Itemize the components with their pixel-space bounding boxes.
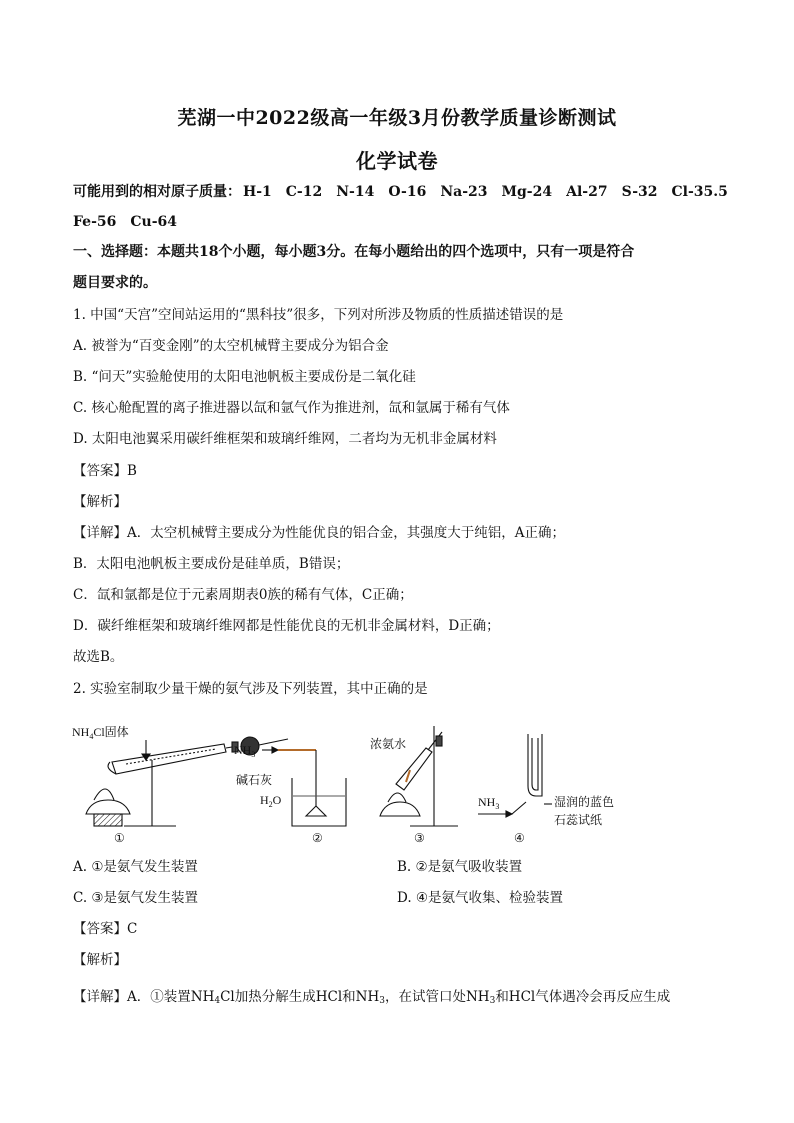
q2-option-c: C. ③是氨气发生装置 [73,890,199,906]
q2-answer: 【答案】C [73,921,138,937]
q1-option-c: C. 核心舱配置的离子推进器以氙和氩气作为推进剂，氙和氩属于稀有气体 [73,400,510,416]
mass-mg: Mg-24 [501,184,553,200]
q2-detail-c: Cl加热分解生成HCl和 [220,989,356,1005]
q1-option-b: B. “问天”实验舱使用的太阳电池帆板主要成份是二氧化硅 [73,369,416,385]
q1-detail-d: D．碳纤维框架和玻璃纤维网都是性能优良的无机非金属材料，D正确； [73,618,500,634]
q2-option-d: D. ④是氨气收集、检验装置 [397,890,564,906]
q2-nh3-a: $NH_3$ [355,989,385,1006]
q1-stem: 1. 中国“天宫”空间站运用的“黑科技”很多，下列对所涉及物质的性质描述错误的是 [73,307,564,323]
section-heading-line-1: 一、选择题：本题共18个小题，每小题3分。在每小题给出的四个选项中，只有一项是符合 [73,244,635,260]
q2-option-a: A. ①是氨气发生装置 [73,859,198,875]
atomic-mass-label: 可能用到的相对原子质量： [73,184,241,200]
q2-analysis-label: 【解析】 [73,952,127,968]
conc-ammonia-label: 浓氨水 [370,737,407,751]
q1-conclusion: 故选B。 [73,649,124,665]
nh4cl-label: $NH_4Cl$固体 [72,725,129,741]
exam-title: 芜湖一中2022级高一年级3月份教学质量诊断测试 [177,107,617,129]
mass-na: Na-23 [440,184,488,200]
q1-analysis-label: 【解析】 [73,494,127,510]
q1-detail-a: 【详解】A．太空机械臂主要成分为性能优良的铝合金，其强度大于纯铝，A正确； [73,525,565,541]
h2o-label: $H_2O$ [260,793,282,809]
mass-c: C-12 [285,184,323,200]
nh3-label-4: $NH_3$ [478,795,500,811]
mass-al: Al-27 [566,184,608,200]
mass-h: H-1 [243,184,272,200]
q1-option-d: D. 太阳电池翼采用碳纤维框架和玻璃纤维网，二者均为无机非金属材料 [73,431,497,447]
apparatus-figure [66,722,686,848]
num-3: ③ [414,831,425,845]
apparatus-4 [478,734,614,845]
q2-nh3-b: $NH_3$ [465,989,496,1006]
mass-cl: Cl-35.5 [671,184,728,200]
mass-s: S-32 [621,184,658,200]
apparatus-2 [234,743,346,845]
q2-stem: 2. 实验室制取少量干燥的氨气涉及下列装置，其中正确的是 [73,681,428,697]
q2-detail-line [73,988,670,1010]
q2-detail-g: 和HCl气体遇冷会再反应生成 [495,989,671,1005]
q2-nh4cl: $NH_4$ [190,989,221,1006]
q2-detail-a: 【详解】A．①装置 [73,989,191,1005]
mass-o: O-16 [388,184,427,200]
q1-answer: 【答案】B [73,463,137,479]
apparatus-1 [72,724,288,845]
soda-lime-label: 碱石灰 [236,773,273,787]
mass-n: N-14 [336,184,375,200]
litmus-label-1: 湿润的蓝色 [554,795,615,809]
atomic-mass-line-1 [73,183,728,201]
litmus-label-2: 石蕊试纸 [554,813,603,827]
mass-fe: Fe-56 [73,214,117,230]
mass-cu: Cu-64 [130,214,177,230]
nh3-label-2: $NH_3$ [234,743,256,759]
subject-title: 化学试卷 [356,149,438,173]
num-2: ② [312,831,323,845]
section-heading-line-2: 题目要求的。 [73,275,157,291]
num-1: ① [114,831,125,845]
num-4: ④ [514,831,525,845]
q2-option-b: B. ②是氨气吸收装置 [397,859,523,875]
atomic-mass-line-2 [73,213,191,231]
apparatus-3 [370,726,458,845]
q1-detail-c: C．氙和氩都是位于元素周期表0族的稀有气体，C正确； [73,587,413,603]
q1-detail-b: B．太阳电池帆板主要成份是硅单质，B错误； [73,556,350,572]
q1-option-a: A. 被誉为“百变金刚”的太空机械臂主要成分为铝合金 [73,338,389,354]
q2-detail-e: ，在试管口处 [384,989,466,1005]
